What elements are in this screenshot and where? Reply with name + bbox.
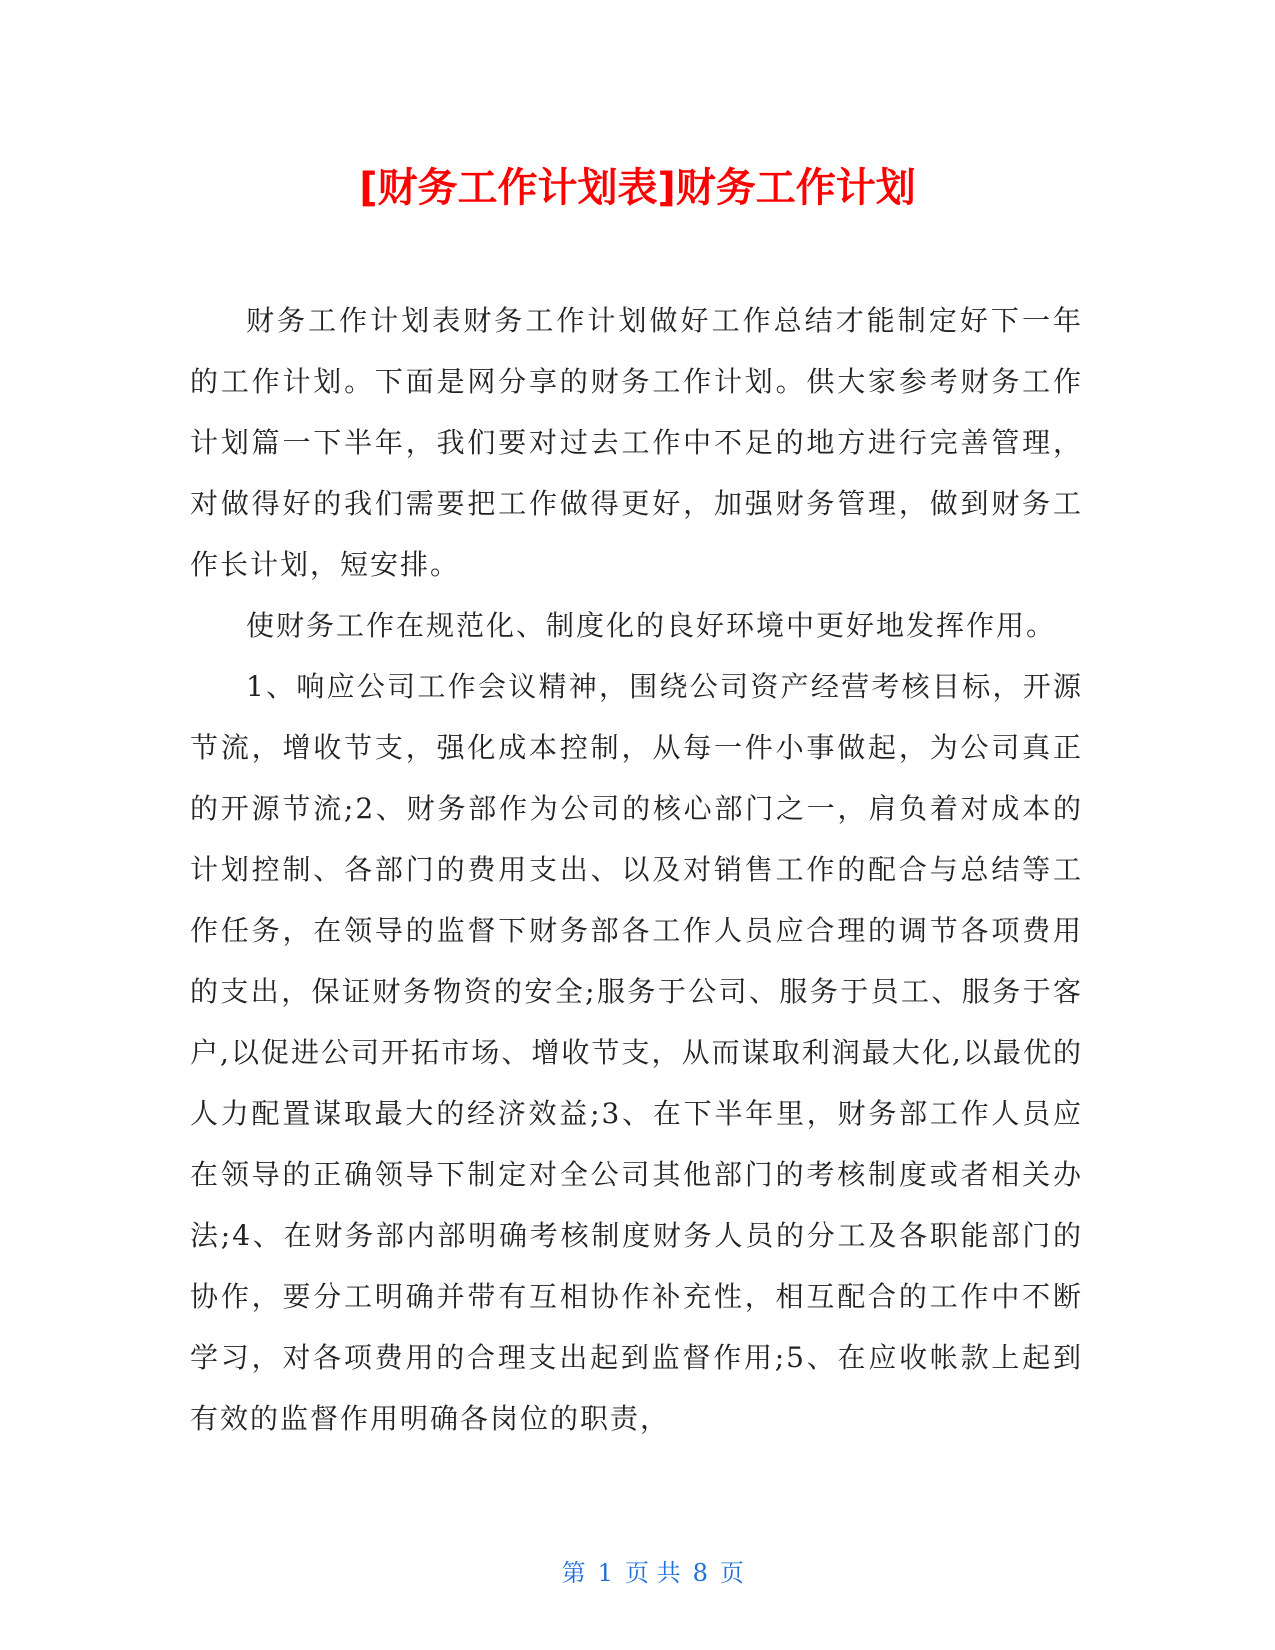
paragraph-3: 1、响应公司工作会议精神，围绕公司资产经营考核目标，开源节流，增收节支，强化成本控制，从每一件小事做起，为公司真正的开源节流;2、财务部作为公司的核心部门之一，肩负着对成本的计划控制、各部门的费用支出、以及对销售工作的配合与总结等工作任务，在领导的监督下财务部各工作人员应合理的调节各项费用的支出，保证财务物资的安全;服务于公司、服务于员工、服务于客户,以促进公司开拓市场、增收节支，从而谋取利润最大化,以最优的人力配置谋取最大的经济效益;3、在下半年里，财务部工作人员应在领导的正确领导下制定对全公司其他部门的考核制度或者相关办法;4、在财务部内部明确考核制度财务人员的分工及各职能部门的协作，要分工明确并带有互相协作补充性，相互配合的工作中不断学习，对各项费用的合理支出起到监督作用;5、在应收帐款上起到有效的监督作用明确各岗位的职责，	[190, 670, 1083, 1435]
document-title: [财务工作计划表]财务工作计划	[359, 165, 916, 211]
page-label-suffix: 页	[719, 1559, 744, 1587]
page-label-mid: 页 共	[624, 1559, 681, 1587]
page-label-prefix: 第	[561, 1559, 586, 1587]
total-pages-number: 8	[692, 1559, 708, 1587]
paragraph-1: 财务工作计划表财务工作计划做好工作总结才能制定好下一年的工作计划。下面是网分享的财务工作计划。供大家参考财务工作计划篇一下半年，我们要对过去工作中不足的地方进行完善管理，对做得好的我们需要把工作做得更好，加强财务管理，做到财务工作长计划，短安排。	[190, 304, 1083, 581]
page-footer	[0, 1525, 1275, 1621]
current-page-number: 1	[597, 1559, 613, 1587]
document-body	[190, 290, 1083, 1449]
paragraph-2: 使财务工作在规范化、制度化的良好环境中更好地发挥作用。	[246, 609, 1057, 642]
